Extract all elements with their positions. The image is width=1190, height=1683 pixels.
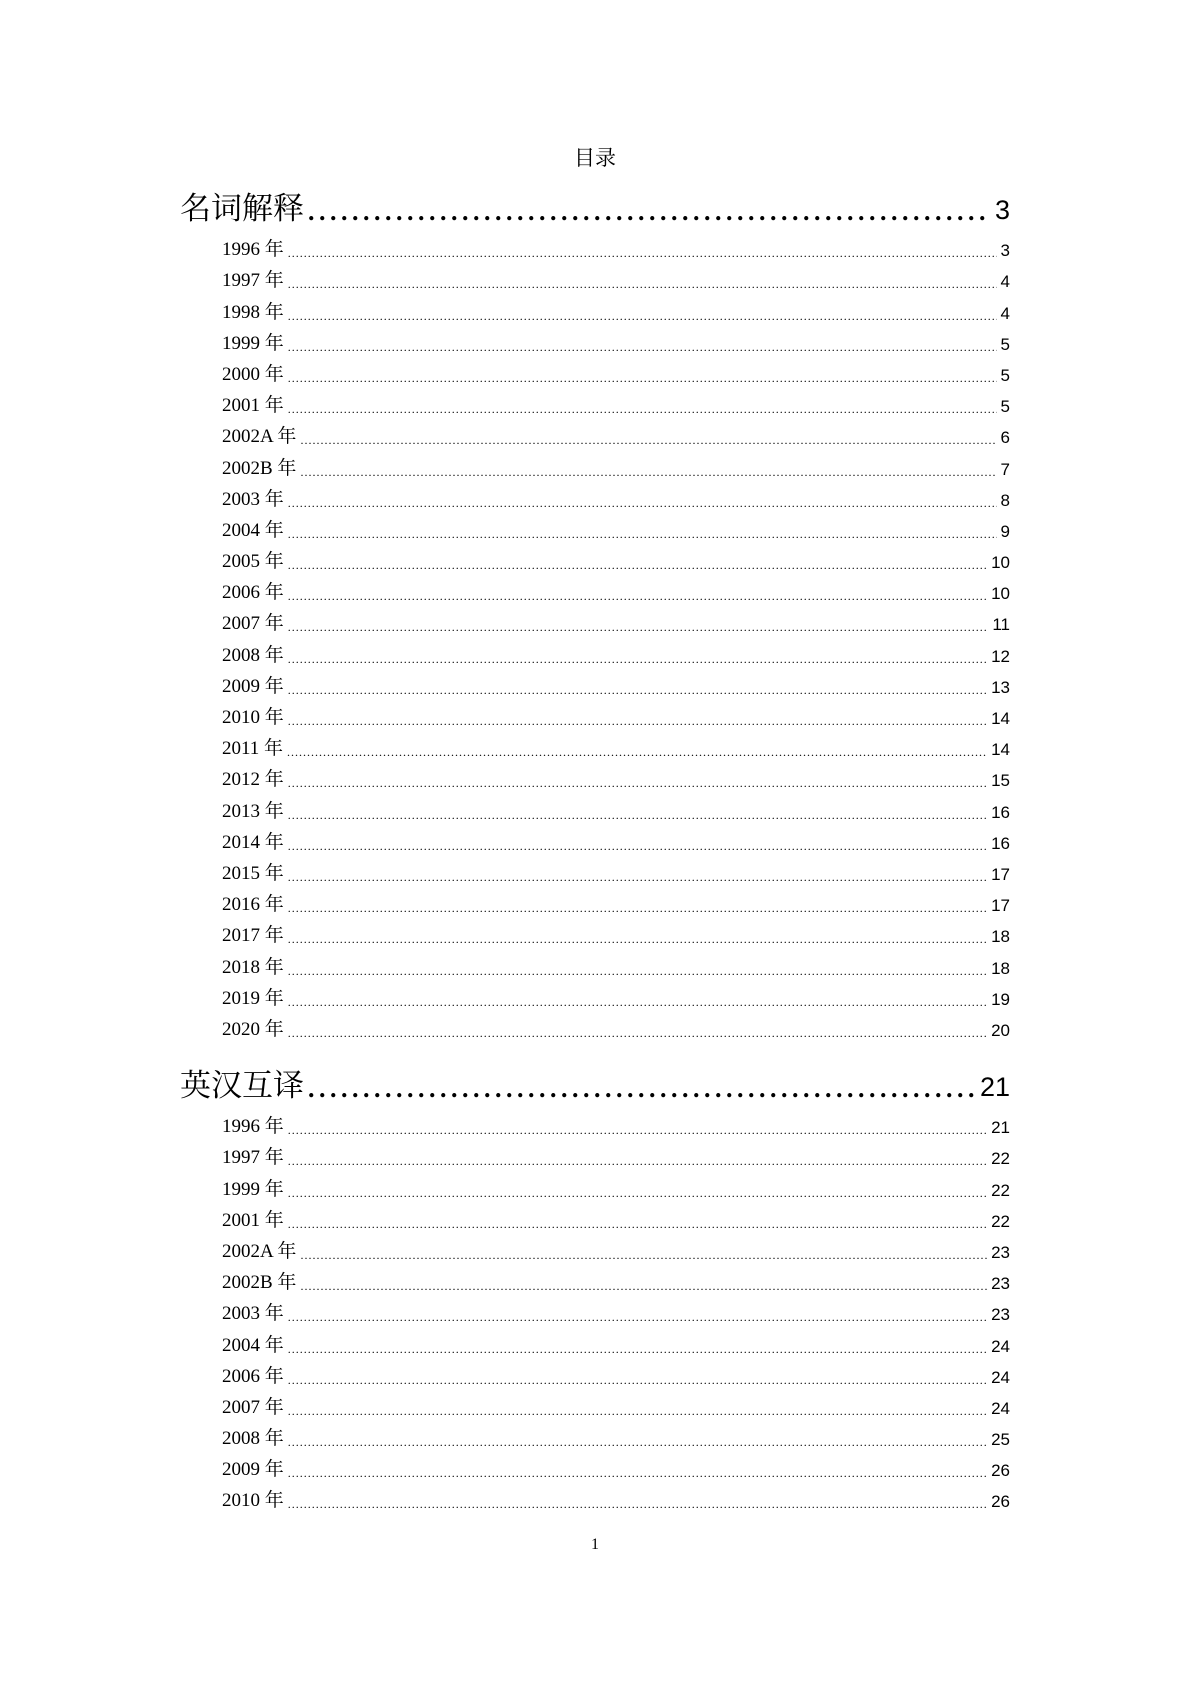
toc-entry-page: 13 (991, 677, 1010, 697)
toc-entry-label: 2015 年 (222, 862, 284, 884)
dot-leader (288, 338, 997, 356)
toc-entry-page: 19 (991, 989, 1010, 1009)
dot-leader (288, 1495, 987, 1513)
toc-entry-page: 23 (991, 1305, 1010, 1325)
toc-entry-page: 17 (991, 864, 1010, 884)
toc-entry-page: 8 (1000, 490, 1010, 510)
toc-entry-label: 2007 年 (222, 613, 284, 635)
dot-leader (288, 868, 987, 886)
toc-entry[interactable] (222, 761, 1010, 792)
toc-section-label: 英汉互译 (180, 1068, 304, 1103)
toc-entry[interactable] (222, 543, 1010, 574)
toc-entry[interactable] (222, 262, 1010, 293)
toc-entry-page: 21 (991, 1118, 1010, 1138)
toc-entry-label: 2020 年 (222, 1018, 284, 1040)
toc-entry-page: 25 (991, 1430, 1010, 1450)
toc-entry[interactable] (222, 418, 1010, 449)
dot-leader (288, 1121, 987, 1139)
toc-entry[interactable] (222, 980, 1010, 1011)
dot-leader (288, 618, 989, 636)
toc-entry[interactable] (222, 1482, 1010, 1513)
toc-entry[interactable] (222, 948, 1010, 979)
toc-entry-page: 26 (991, 1492, 1010, 1512)
toc-entry-page: 16 (991, 833, 1010, 853)
toc-entry-label: 1997 年 (222, 1147, 284, 1169)
dot-leader (308, 197, 991, 227)
toc-entry[interactable] (222, 886, 1010, 917)
toc-entry-label: 2016 年 (222, 894, 284, 916)
dot-leader (288, 556, 987, 574)
toc-entry-page: 5 (1000, 334, 1010, 354)
toc-entry[interactable] (222, 1108, 1010, 1139)
toc-section-heading[interactable] (180, 1064, 1010, 1104)
toc-entry-label: 1996 年 (222, 1116, 284, 1138)
toc-entry-page: 14 (991, 740, 1010, 760)
toc-entry-page: 6 (1000, 428, 1010, 448)
toc-entry-label: 2004 年 (222, 519, 284, 541)
toc-entry[interactable] (222, 512, 1010, 543)
toc-entry[interactable] (222, 730, 1010, 761)
dot-leader (288, 650, 987, 668)
toc-entry-list (222, 231, 1010, 1042)
toc-entry-page: 20 (991, 1020, 1010, 1040)
toc-entry-label: 2013 年 (222, 800, 284, 822)
toc-entry-label: 2003 年 (222, 1303, 284, 1325)
toc-entry-label: 2001 年 (222, 395, 284, 417)
toc-entry[interactable] (222, 605, 1010, 636)
toc-entry-label: 2002A 年 (222, 1240, 297, 1262)
dot-leader (288, 587, 987, 605)
toc-entry[interactable] (222, 231, 1010, 262)
dot-leader (288, 525, 997, 543)
toc-entry-page: 7 (1000, 459, 1010, 479)
dot-leader (288, 1371, 987, 1389)
toc-entry-label: 2009 年 (222, 675, 284, 697)
toc-entry-label: 2007 年 (222, 1396, 284, 1418)
dot-leader (288, 369, 997, 387)
dot-leader (288, 400, 997, 418)
toc-entry[interactable] (222, 293, 1010, 324)
toc-entry-page: 10 (991, 553, 1010, 573)
toc-section-label: 名词解释 (180, 191, 304, 226)
toc-entry[interactable] (222, 1233, 1010, 1264)
dot-leader (288, 1024, 987, 1042)
dot-leader (300, 1277, 987, 1295)
toc-entry-page: 16 (991, 802, 1010, 822)
toc-entry[interactable] (222, 824, 1010, 855)
toc-entry[interactable] (222, 668, 1010, 699)
dot-leader (300, 463, 996, 481)
toc-section-terms (180, 187, 1010, 1042)
dot-leader (288, 930, 987, 948)
dot-leader (288, 1152, 987, 1170)
toc-entry-label: 2009 年 (222, 1459, 284, 1481)
toc-entry-label: 1996 年 (222, 239, 284, 261)
toc-entry-label: 2006 年 (222, 582, 284, 604)
dot-leader (288, 1308, 987, 1326)
toc-entry[interactable] (222, 481, 1010, 512)
toc-entry-label: 1998 年 (222, 301, 284, 323)
toc-entry[interactable] (222, 1170, 1010, 1201)
dot-leader (288, 837, 987, 855)
toc-entry-label: 1999 年 (222, 1178, 284, 1200)
toc-title: 目录 (574, 146, 616, 170)
toc-entry-label: 2010 年 (222, 1490, 284, 1512)
toc-entry[interactable] (222, 699, 1010, 730)
toc-entry[interactable] (222, 917, 1010, 948)
dot-leader (288, 1184, 987, 1202)
toc-entry-label: 2000 年 (222, 363, 284, 385)
toc-entry-page: 14 (991, 709, 1010, 728)
dot-leader (288, 1464, 987, 1482)
toc-entry-page: 15 (991, 771, 1010, 791)
toc-entry[interactable] (222, 1264, 1010, 1295)
toc-entry-label: 2002B 年 (222, 457, 297, 479)
toc-entry-page: 23 (991, 1242, 1010, 1262)
toc-entry-label: 1999 年 (222, 332, 284, 354)
toc-entry-label: 2002A 年 (222, 426, 297, 448)
toc-entry[interactable] (222, 636, 1010, 667)
toc-section-page: 3 (994, 195, 1010, 225)
toc-entry[interactable] (222, 1451, 1010, 1482)
toc-entry-page: 18 (991, 958, 1010, 978)
dot-leader (288, 275, 997, 293)
toc-entry-page: 18 (991, 927, 1010, 947)
dot-leader (300, 431, 996, 449)
dot-leader (288, 1340, 987, 1358)
toc-entry-label: 2012 年 (222, 769, 284, 791)
toc-entry-page: 4 (1000, 272, 1010, 292)
toc-entry-page: 22 (991, 1149, 1010, 1169)
toc-entry-page: 24 (991, 1336, 1010, 1356)
toc-entry-label: 2006 年 (222, 1365, 284, 1387)
toc-entry[interactable] (222, 1295, 1010, 1326)
page-number: 1 (591, 1536, 599, 1553)
toc-entry-label: 2011 年 (222, 738, 284, 760)
toc-entry-list (222, 1108, 1010, 1513)
toc-entry-label: 1997 年 (222, 270, 284, 292)
toc-entry-page: 5 (1000, 365, 1010, 385)
toc-entry-label: 2002B 年 (222, 1272, 297, 1294)
dot-leader (288, 1215, 987, 1233)
toc-entry-label: 2003 年 (222, 488, 284, 510)
toc-entry-page: 10 (991, 584, 1010, 604)
toc-section-page: 21 (979, 1072, 1010, 1102)
dot-leader (288, 899, 987, 917)
dot-leader (288, 993, 987, 1011)
toc-entry-page: 9 (1000, 521, 1010, 541)
toc-entry-label: 2008 年 (222, 1428, 284, 1450)
dot-leader (288, 962, 987, 980)
toc-entry-label: 2008 年 (222, 644, 284, 666)
toc-entry[interactable] (222, 1202, 1010, 1233)
toc-entry-page: 24 (991, 1367, 1010, 1387)
dot-leader (308, 1074, 976, 1104)
dot-leader (287, 743, 987, 761)
dot-leader (288, 1433, 987, 1451)
toc-entry-page: 26 (991, 1461, 1010, 1481)
toc-entry-label: 2010 年 (222, 707, 284, 728)
toc-section-translation (180, 1064, 1010, 1513)
toc-entry-page: 24 (991, 1398, 1010, 1418)
toc-entry[interactable] (222, 1389, 1010, 1420)
toc-entry[interactable] (222, 1139, 1010, 1170)
toc-entry[interactable] (222, 1358, 1010, 1389)
toc-entry[interactable] (222, 356, 1010, 387)
toc-entry[interactable] (222, 1326, 1010, 1357)
toc-entry-page: 23 (991, 1274, 1010, 1294)
toc-entry-page: 12 (991, 646, 1010, 666)
toc-entry[interactable] (222, 387, 1010, 418)
dot-leader (288, 1402, 987, 1420)
toc-entry-label: 2019 年 (222, 987, 284, 1009)
toc-entry-label: 2017 年 (222, 925, 284, 947)
toc-entry-page: 4 (1000, 303, 1010, 323)
toc-entry-page: 22 (991, 1180, 1010, 1200)
toc-entry-page: 11 (992, 615, 1010, 635)
toc-section-heading[interactable] (180, 187, 1010, 227)
toc-entry-page: 22 (991, 1211, 1010, 1231)
toc-entry-page: 5 (1000, 397, 1010, 417)
toc-entry-label: 2018 年 (222, 956, 284, 978)
dot-leader (288, 806, 987, 824)
toc-entry-label: 2005 年 (222, 551, 284, 573)
toc-entry[interactable] (222, 792, 1010, 823)
toc-entry-label: 2014 年 (222, 831, 284, 853)
toc-entry-label: 2004 年 (222, 1334, 284, 1356)
toc-entry[interactable] (222, 1011, 1010, 1042)
dot-leader (300, 1246, 987, 1264)
toc-entry-page: 17 (991, 896, 1010, 916)
dot-leader (288, 681, 987, 699)
toc-entry[interactable] (222, 325, 1010, 356)
dot-leader (288, 244, 997, 262)
toc-entry[interactable] (222, 855, 1010, 886)
toc-entry[interactable] (222, 1420, 1010, 1451)
toc-entry-label: 2001 年 (222, 1209, 284, 1231)
dot-leader (288, 494, 997, 512)
toc-entry[interactable] (222, 449, 1010, 480)
dot-leader (288, 774, 987, 792)
dot-leader (288, 307, 997, 325)
dot-leader (288, 712, 987, 730)
toc-entry[interactable] (222, 574, 1010, 605)
toc-entry-page: 3 (1000, 241, 1010, 261)
